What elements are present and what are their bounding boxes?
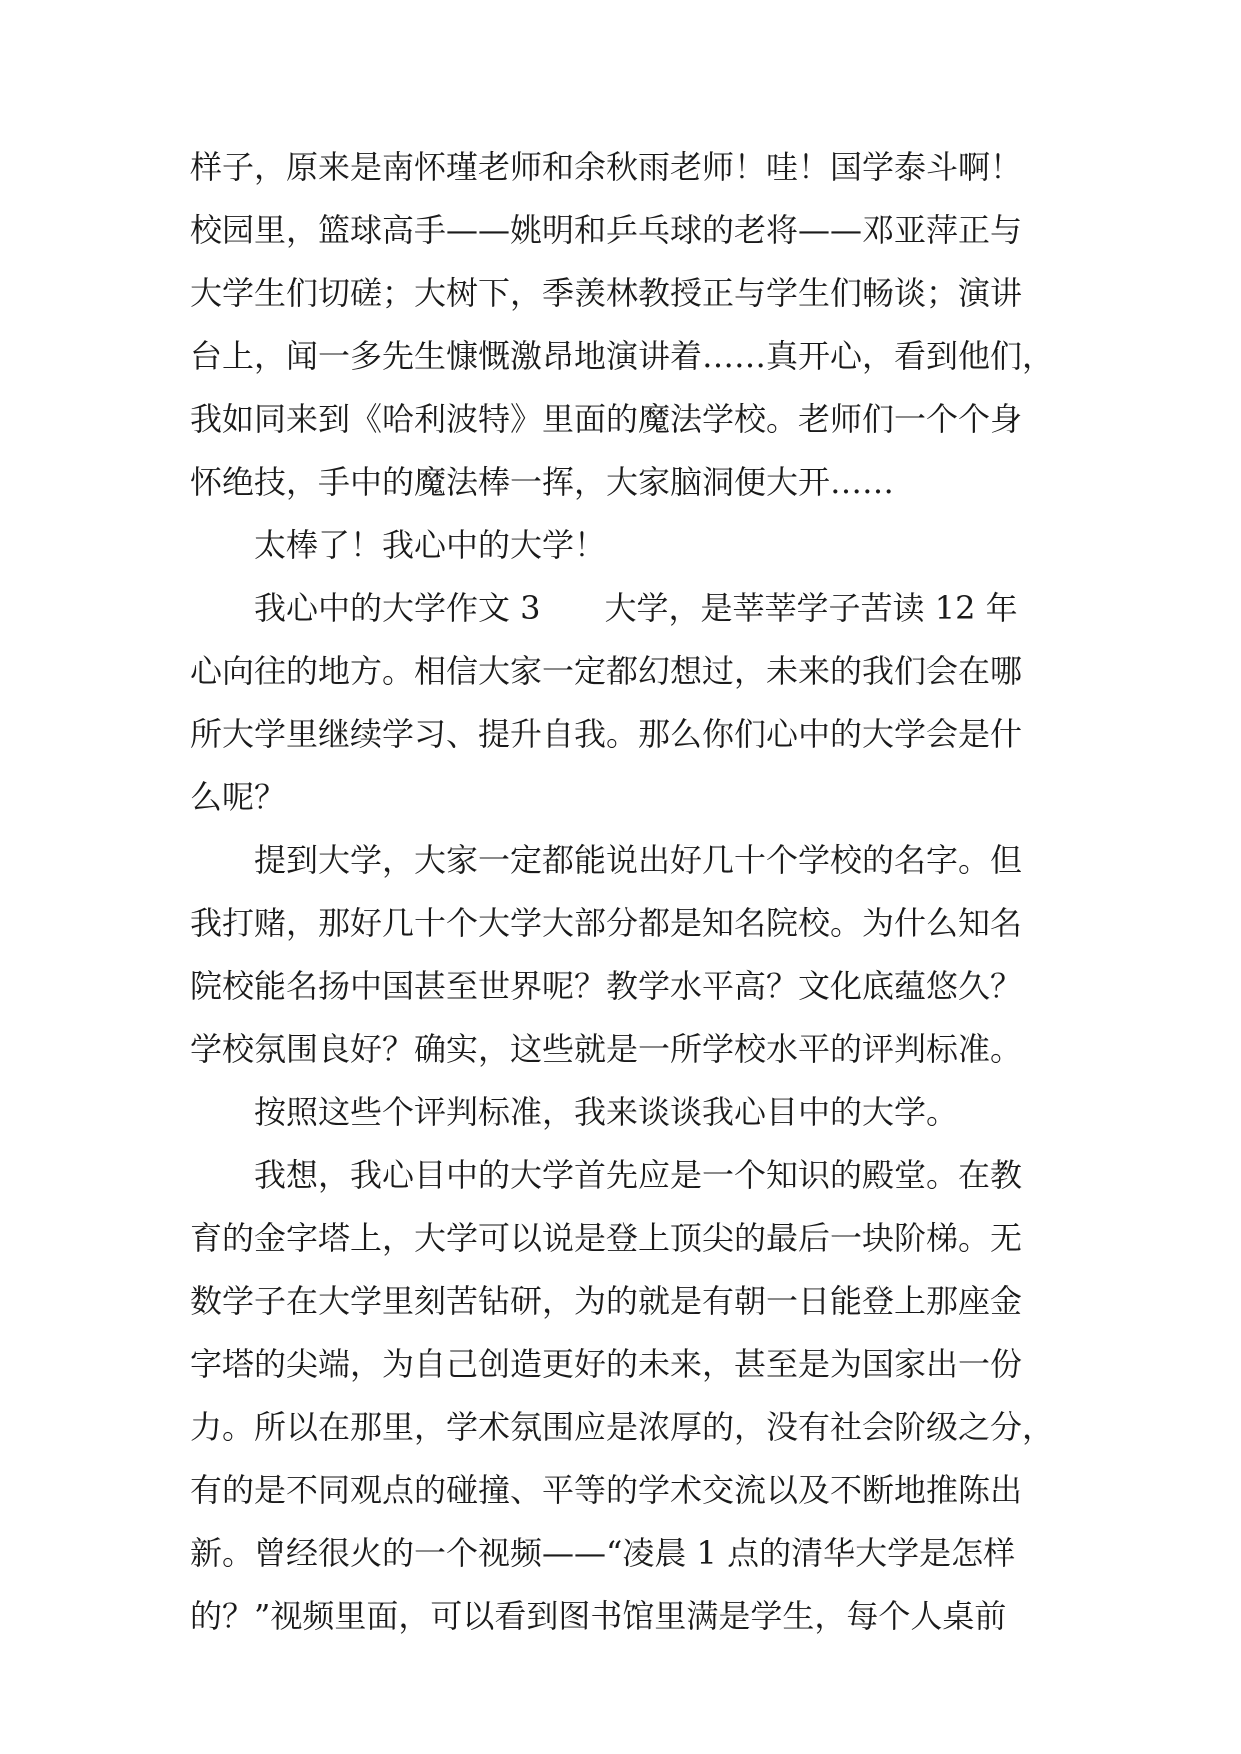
text-line: 的？”视频里面，可以看到图书馆里满是学生，每个人桌前 — [190, 1597, 1007, 1635]
text-line: 院校能名扬中国甚至世界呢？教学水平高？文化底蕴悠久？ — [190, 967, 1023, 1005]
text-line: 大学生们切磋；大树下，季羡林教授正与学生们畅谈；演讲 — [190, 274, 1023, 312]
text-line: 学校氛围良好？确实，这些就是一所学校水平的评判标准。 — [190, 1030, 1023, 1068]
text-line: 育的金字塔上，大学可以说是登上顶尖的最后一块阶梯。无 — [190, 1219, 1023, 1257]
text-line: 力。所以在那里，学术氛围应是浓厚的，没有社会阶级之分， — [190, 1408, 1055, 1446]
text-line: 么呢？ — [190, 778, 287, 816]
text-line: 我如同来到《哈利波特》里面的魔法学校。老师们一个个身 — [190, 400, 1023, 438]
text-line: 有的是不同观点的碰撞、平等的学术交流以及不断地推陈出 — [190, 1471, 1023, 1509]
text-line: 数学子在大学里刻苦钻研，为的就是有朝一日能登上那座金 — [190, 1282, 1023, 1320]
text-line: 怀绝技，手中的魔法棒一挥，大家脑洞便大开…… — [190, 463, 895, 501]
text-line: 字塔的尖端，为自己创造更好的未来，甚至是为国家出一份 — [190, 1345, 1023, 1383]
text-line: 我想，我心目中的大学首先应是一个知识的殿堂。在教 — [254, 1156, 1023, 1194]
text-line: 所大学里继续学习、提升自我。那么你们心中的大学会是什 — [190, 715, 1023, 753]
text-line: 我心中的大学作文 3 大学，是莘莘学子苦读 12 年 — [254, 589, 1018, 627]
text-line: 心向往的地方。相信大家一定都幻想过，未来的我们会在哪 — [190, 652, 1023, 690]
text-line: 按照这些个评判标准，我来谈谈我心目中的大学。 — [254, 1093, 959, 1131]
text-line: 样子，原来是南怀瑾老师和余秋雨老师！哇！国学泰斗啊！ — [190, 148, 1023, 186]
text-line: 新。曾经很火的一个视频——“凌晨 1 点的清华大学是怎样 — [190, 1534, 1016, 1572]
text-line: 太棒了！我心中的大学！ — [254, 526, 607, 564]
text-line: 台上，闻一多先生慷慨激昂地演讲着……真开心，看到他们， — [190, 337, 1055, 375]
text-line: 我打赌，那好几十个大学大部分都是知名院校。为什么知名 — [190, 904, 1023, 942]
text-line: 提到大学，大家一定都能说出好几十个学校的名字。但 — [254, 841, 1023, 879]
text-line: 校园里，篮球高手——姚明和乒乓球的老将——邓亚萍正与 — [190, 211, 1023, 249]
